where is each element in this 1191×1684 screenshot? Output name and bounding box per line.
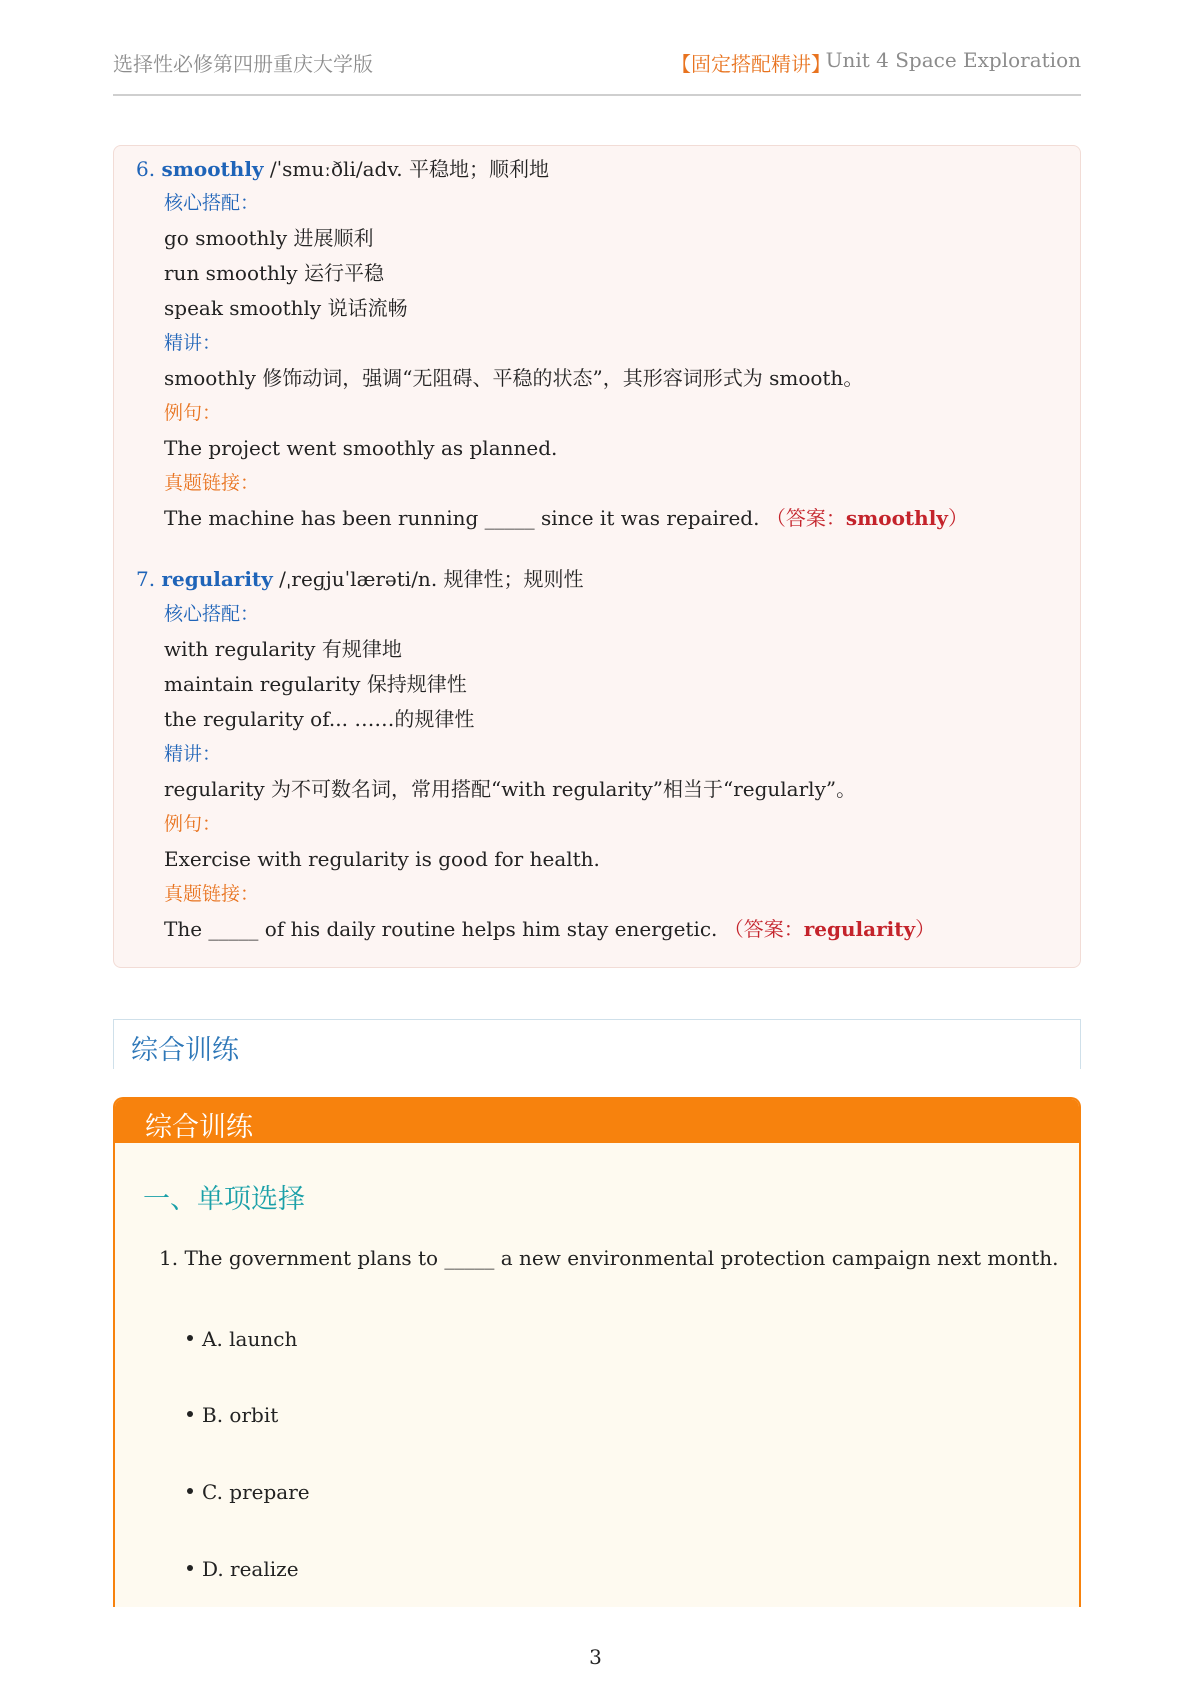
entry-number: 6. (136, 157, 156, 181)
example-label: 例句： (164, 813, 222, 835)
collocation-item: run smoothly 运行平稳 (164, 261, 384, 285)
collocation-item: with regularity 有规律地 (164, 637, 402, 661)
bullet-icon (187, 1488, 193, 1494)
exam-link-label: 真题链接： (164, 472, 260, 494)
unit-title: Unit 4 Space Exploration (825, 48, 1081, 72)
entry-phonetic-definition: /ˈsmuːðli/adv. 平稳地；顺利地 (263, 157, 549, 181)
explanation-label: 精讲： (164, 743, 222, 765)
exam-question (164, 505, 968, 531)
answer-prefix: （答案： (765, 506, 846, 530)
option-label: C. prepare (202, 1480, 310, 1504)
practice-header (115, 1099, 1079, 1143)
bullet-icon (187, 1335, 193, 1341)
practice-title: 综合训练 (145, 1112, 253, 1143)
answer-suffix: ） (947, 506, 968, 530)
option-label: B. orbit (202, 1403, 279, 1427)
option-b[interactable] (187, 1403, 278, 1427)
collocation-item: maintain regularity 保持规律性 (164, 672, 467, 696)
answer-word: regularity (803, 917, 916, 941)
entry-headline (136, 566, 584, 592)
page-header (113, 44, 1081, 96)
vocabulary-box (113, 145, 1081, 968)
entry-phonetic-definition: /ˌreɡjuˈlærəti/n. 规律性；规则性 (272, 567, 584, 591)
example-sentence: The project went smoothly as planned. (164, 436, 558, 460)
core-collocation-label: 核心搭配： (164, 192, 260, 214)
core-collocation-label: 核心搭配： (164, 603, 260, 625)
entry-word: regularity (161, 567, 273, 591)
exam-question (164, 916, 935, 942)
option-a[interactable] (187, 1327, 297, 1351)
explanation-text: regularity 为不可数名词，常用搭配“with regularity”相当于“regularly”。 (164, 777, 857, 801)
option-d[interactable] (187, 1557, 299, 1581)
practice-box (113, 1097, 1081, 1607)
bullet-icon (187, 1565, 193, 1571)
book-title: 选择性必修第四册重庆大学版 (113, 52, 373, 76)
collocation-item: go smoothly 进展顺利 (164, 226, 374, 250)
answer-word: smoothly (845, 506, 948, 530)
bullet-icon (187, 1411, 193, 1417)
exam-question-text: The machine has been running _____ since it was repaired. (164, 506, 766, 530)
entry-word: smoothly (161, 157, 264, 181)
option-label: D. realize (202, 1557, 299, 1581)
page-number: 3 (589, 1645, 602, 1669)
practice-subtitle: 一、单项选择 (143, 1184, 305, 1215)
answer-suffix: ） (915, 917, 936, 941)
section-tag: 【固定搭配精讲】 (671, 52, 831, 76)
question-1: 1. The government plans to _____ a new environmental protection campaign next month. (159, 1246, 1059, 1270)
section-heading-bar (113, 1019, 1081, 1069)
option-c[interactable] (187, 1480, 310, 1504)
entry-headline (136, 156, 549, 182)
answer-prefix: （答案： (723, 917, 804, 941)
explanation-text: smoothly 修饰动词，强调“无阻碍、平稳的状态”，其形容词形式为 smooth。 (164, 366, 864, 390)
example-sentence: Exercise with regularity is good for health. (164, 847, 600, 871)
explanation-label: 精讲： (164, 332, 222, 354)
exam-link-label: 真题链接： (164, 883, 260, 905)
example-label: 例句： (164, 402, 222, 424)
option-label: A. launch (202, 1327, 298, 1351)
entry-number: 7. (136, 567, 156, 591)
exam-question-text: The _____ of his daily routine helps him stay energetic. (164, 917, 724, 941)
section-heading: 综合训练 (131, 1035, 239, 1066)
collocation-item: speak smoothly 说话流畅 (164, 296, 408, 320)
collocation-item: the regularity of... ……的规律性 (164, 707, 475, 731)
